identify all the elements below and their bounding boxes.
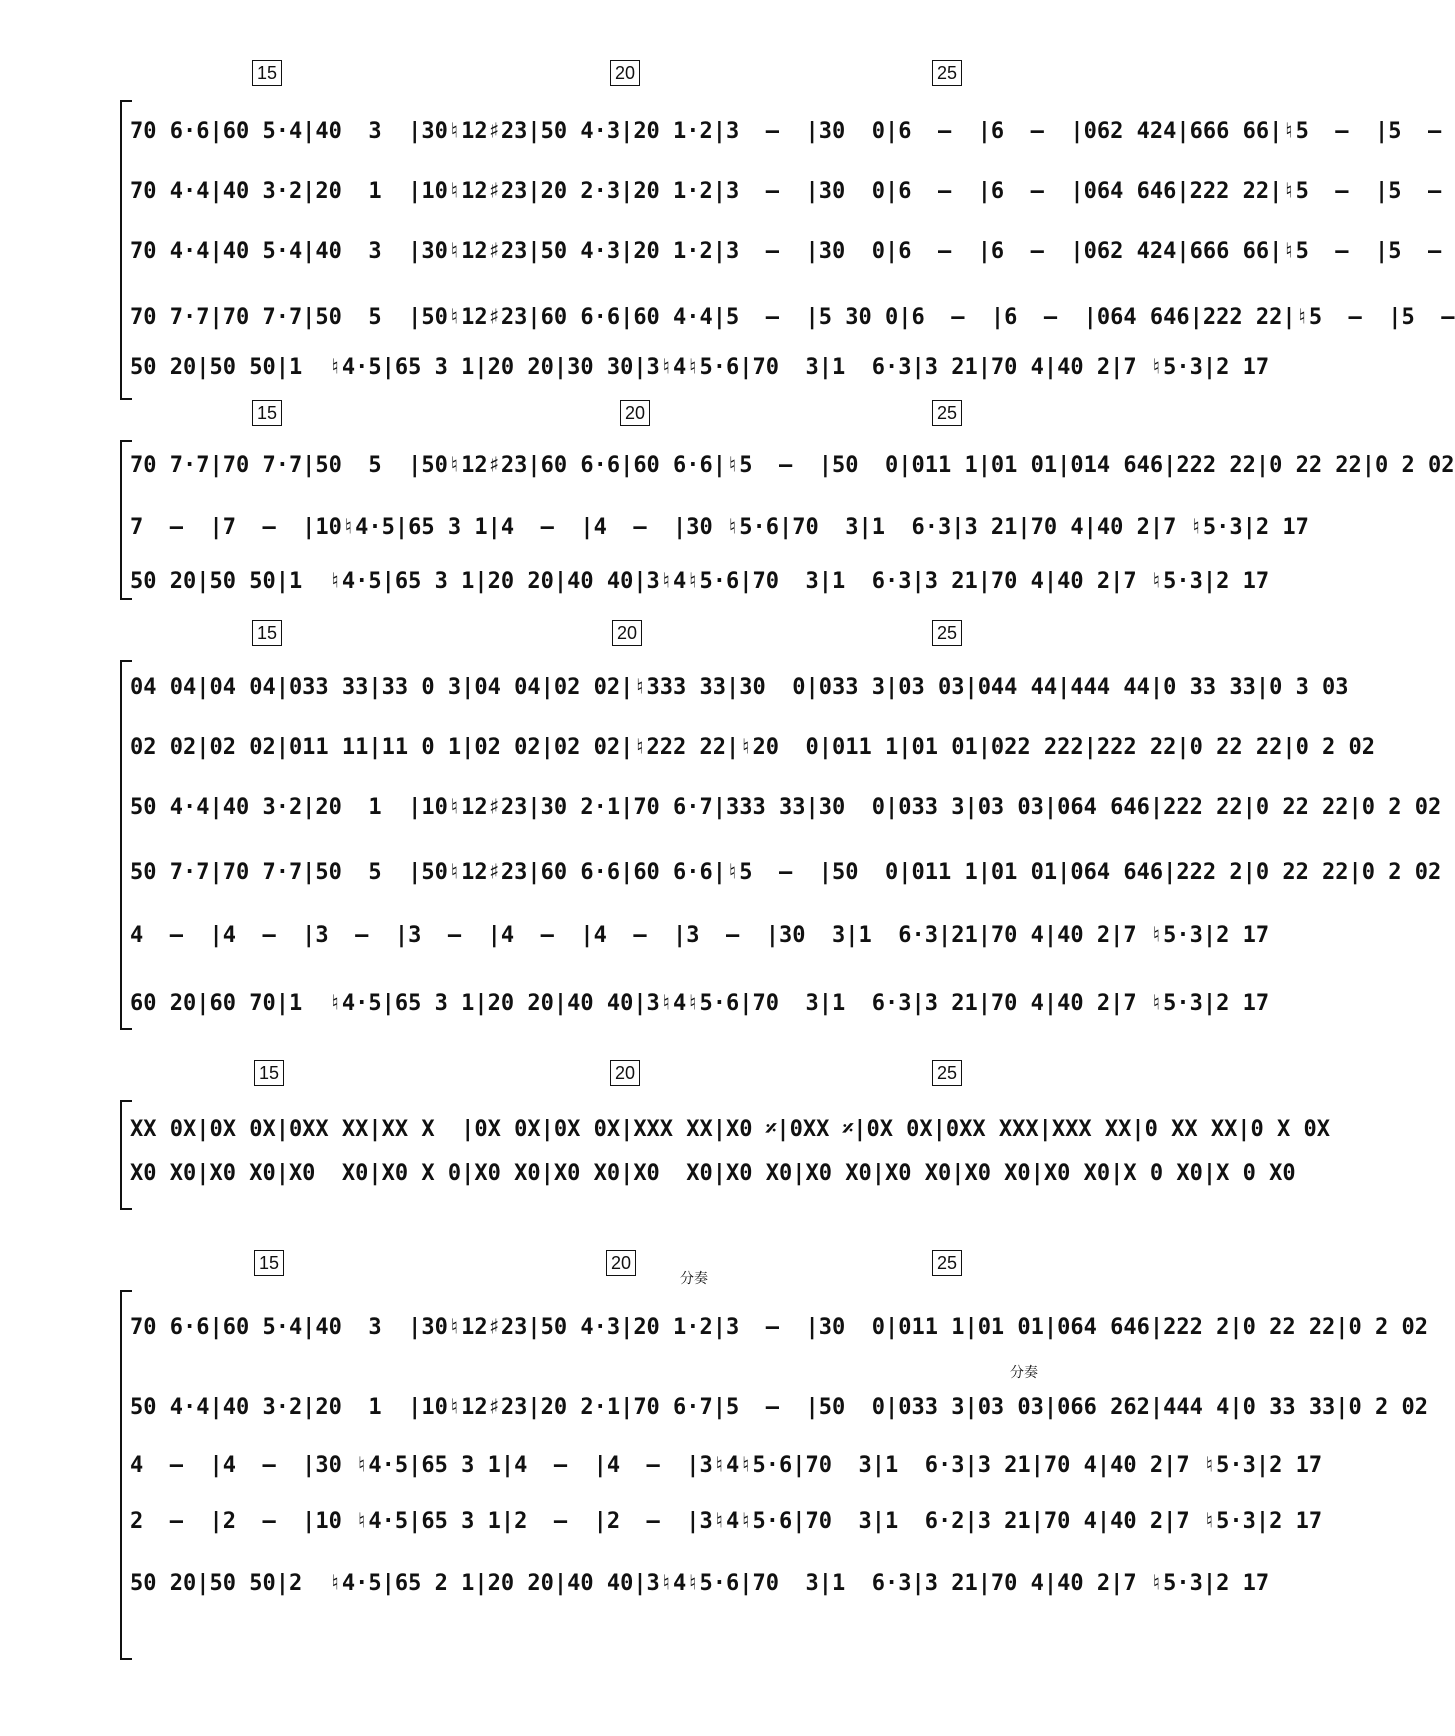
divisi-annotation: 分奏: [1010, 1364, 1038, 1380]
rehearsal-markers: [130, 1250, 1170, 1278]
rehearsal-mark: 20: [610, 60, 640, 86]
notation-line: 50 4·4|40 3·2|20 1 |10♮12♯23|30 2·1|70 6·7|333 33|30 0|033 3|03 03|064 646|222 22|0 22 22|0 2 02: [130, 795, 1442, 820]
notation-line: 70 7·7|70 7·7|50 5 |50♮12♯23|60 6·6|60 6·6|♮5 – |50 0|011 1|01 01|014 646|222 22|0 22 22|0 2 02: [130, 453, 1455, 478]
rehearsal-mark: 20: [610, 1060, 640, 1086]
rehearsal-mark: 25: [932, 1250, 962, 1276]
score-system-5: [130, 1253, 1429, 1660]
notation-line: 50 4·4|40 3·2|20 1 |10♮12♯23|20 2·1|70 6·7|5 – |50 0|033 3|03 03|066 262|444 4|0 33 33|0 2 02: [130, 1395, 1429, 1420]
notation-line: 60 20|60 70|1 ♮4·5|65 3 1|20 20|40 40|3♮4♮5·6|70 3|1 6·3|3 21|70 4|40 2|7 ♮5·3|2 17: [130, 991, 1270, 1016]
notation-line: 7 – |7 – |10♮4·5|65 3 1|4 – |4 – |30 ♮5·6|70 3|1 6·3|3 21|70 4|40 2|7 ♮5·3|2 17: [130, 515, 1309, 540]
rehearsal-mark: 15: [252, 60, 282, 86]
rehearsal-markers: [130, 60, 1170, 88]
percussion-line: XX 0X|0X 0X|0XX XX|XX X |0X 0X|0X 0X|XXX XX|X0 𝄎|0XX 𝄎|0X 0X|0XX XXX|XXX XX|0 XX XX|0 X 0X: [130, 1117, 1331, 1142]
notation-line: 50 7·7|70 7·7|50 5 |50♮12♯23|60 6·6|60 6·6|♮5 – |50 0|011 1|01 01|064 646|222 2|0 22 22|0 2 02: [130, 860, 1442, 885]
notation-line: 70 7·7|70 7·7|50 5 |50♮12♯23|60 6·6|60 4·4|5 – |5 30 0|6 – |6 – |064 646|222 22|♮5 – |5 –: [130, 305, 1455, 330]
rehearsal-mark: 25: [932, 60, 962, 86]
score-system-4: [130, 1063, 1331, 1210]
notation-line: 50 20|50 50|1 ♮4·5|65 3 1|20 20|40 40|3♮4♮5·6|70 3|1 6·3|3 21|70 4|40 2|7 ♮5·3|2 17: [130, 569, 1270, 594]
notation-line: 04 04|04 04|033 33|33 0 3|04 04|02 02|♮333 33|30 0|033 3|03 03|044 44|444 44|0 33 33|0 3 03: [130, 675, 1349, 700]
score-system-2: [130, 403, 1455, 600]
notation-line: 50 20|50 50|1 ♮4·5|65 3 1|20 20|30 30|3♮4♮5·6|70 3|1 6·3|3 21|70 4|40 2|7 ♮5·3|2 17: [130, 355, 1270, 380]
notation-line: 4 – |4 – |3 – |3 – |4 – |4 – |3 – |30 3|1 6·3|21|70 4|40 2|7 ♮5·3|2 17: [130, 923, 1270, 948]
divisi-annotation: 分奏: [680, 1270, 708, 1286]
rehearsal-markers: [130, 620, 1170, 648]
rehearsal-mark: 20: [620, 400, 650, 426]
rehearsal-mark: 25: [932, 620, 962, 646]
rehearsal-mark: 15: [254, 1060, 284, 1086]
notation-line: 02 02|02 02|011 11|11 0 1|02 02|02 02|♮222 22|♮20 0|011 1|01 01|022 222|222 22|0 22 22|0 2 02: [130, 735, 1376, 760]
system-brace: [120, 660, 132, 1030]
rehearsal-mark: 20: [606, 1250, 636, 1276]
rehearsal-mark: 25: [932, 400, 962, 426]
notation-line: 2 – |2 – |10 ♮4·5|65 3 1|2 – |2 – |3♮4♮5·6|70 3|1 6·2|3 21|70 4|40 2|7 ♮5·3|2 17: [130, 1509, 1323, 1534]
score-system-1: [130, 63, 1455, 400]
rehearsal-mark: 15: [252, 620, 282, 646]
notation-line: 4 – |4 – |30 ♮4·5|65 3 1|4 – |4 – |3♮4♮5·6|70 3|1 6·3|3 21|70 4|40 2|7 ♮5·3|2 17: [130, 1453, 1323, 1478]
notation-line: 70 4·4|40 5·4|40 3 |30♮12♯23|50 4·3|20 1·2|3 – |30 0|6 – |6 – |062 424|666 66|♮5 – |5 –: [130, 239, 1442, 264]
rehearsal-markers: [130, 1060, 1170, 1088]
score-system-3: [130, 623, 1442, 1030]
rehearsal-mark: 25: [932, 1060, 962, 1086]
rehearsal-mark: 15: [252, 400, 282, 426]
rehearsal-mark: 15: [254, 1250, 284, 1276]
notation-line: 50 20|50 50|2 ♮4·5|65 2 1|20 20|40 40|3♮4♮5·6|70 3|1 6·3|3 21|70 4|40 2|7 ♮5·3|2 17: [130, 1571, 1270, 1596]
rehearsal-markers: [130, 400, 1170, 428]
rehearsal-mark: 20: [612, 620, 642, 646]
percussion-line: X0 X0|X0 X0|X0 X0|X0 X 0|X0 X0|X0 X0|X0 X0|X0 X0|X0 X0|X0 X0|X0 X0|X0 X0|X 0 X0|X 0 X0: [130, 1161, 1296, 1186]
notation-line: 70 4·4|40 3·2|20 1 |10♮12♯23|20 2·3|20 1·2|3 – |30 0|6 – |6 – |064 646|222 22|♮5 – |5 –: [130, 179, 1442, 204]
notation-line: 70 6·6|60 5·4|40 3 |30♮12♯23|50 4·3|20 1·2|3 – |30 0|6 – |6 – |062 424|666 66|♮5 – |5 –: [130, 119, 1442, 144]
notation-line: 70 6·6|60 5·4|40 3 |30♮12♯23|50 4·3|20 1·2|3 – |30 0|011 1|01 01|064 646|222 2|0 22 22|0 2 02: [130, 1315, 1429, 1340]
